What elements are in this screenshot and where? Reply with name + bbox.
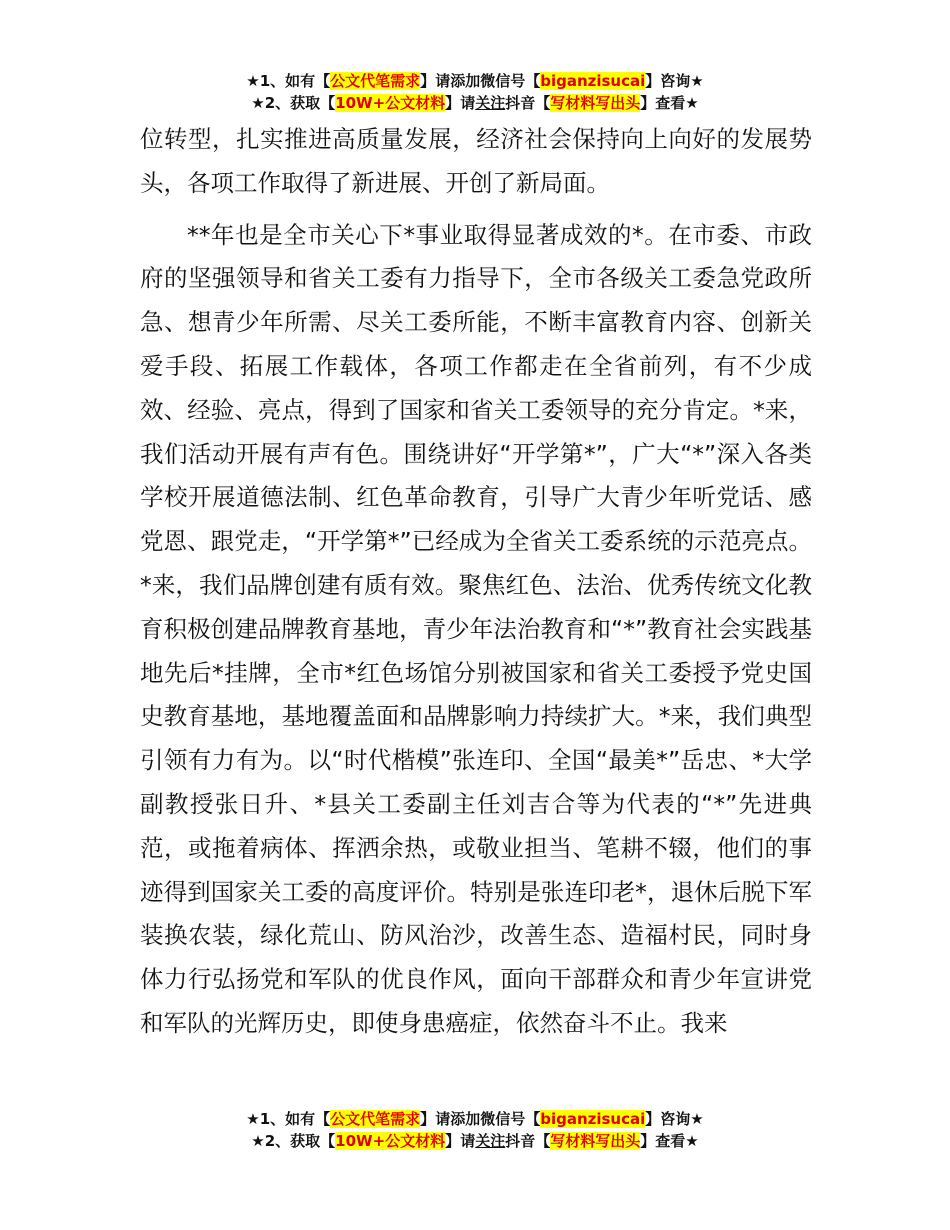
paragraph-2: **年也是全市关心下*事业取得显著成效的*。在市委、市政府的坚强领导和省关工委有力指导下，全市各级关工委急党政所急、想青少年所需、尽关工委所能，不断丰富教育内容、创新关爱手段、拓展工作载体，各项工作都走在全省前列，有不少成效、经验、亮点，得到了国家和省关工委领导的充分肯定。*来，我们活动开展有声有色。围绕讲好“开学第*”，广大“*”深入各类学校开展道德法制、红色革命教育，引导广大青少年听党话、感党恩、跟党走，“开学第*”已经成为全省关工委系统的示范亮点。*来，我们品牌创建有质有效。聚焦红色、法治、优秀传统文化教育积极创建品牌教育基地，青少年法治教育和“*”教育社会实践基地先后*挂牌，全市*红色场馆分别被国家和省关工委授予党史国史教育基地，基地覆盖面和品牌影响力持续扩大。*来，我们典型引领有力有为。以“时代楷模”张连印、全国“最美*”岳忠、*大学副教授张日升、*县关工委副主任刘吉合等为代表的“*”先进典范，或拖着病体、挥洒余热，或敬业担当、笔耕不辍，他们的事迹得到国家关工委的高度评价。特别是张连印老*，退休后脱下军装换农装，绿化荒山、防风治沙，改善生态、造福村民，同时身体力行弘扬党和军队的优良作风，面向干部群众和青少年宣讲党和军队的光辉历史，即使身患癌症，依然奋斗不止。我来 <box>140 220 812 1037</box>
bracket-close: 】 <box>420 72 436 90</box>
highlight-wechat-id: biganzisucai <box>540 72 646 90</box>
banner-suffix-text: 咨询★ <box>660 1110 704 1128</box>
follow-underlined-text: 关注 <box>475 1132 506 1150</box>
highlight-ghostwriting-text: 公文代笔需求 <box>330 72 421 90</box>
bracket-close: 】 <box>645 72 661 90</box>
paragraph-1: 位转型，扎实推进高质量发展，经济社会保持向上向好的发展势头，各项工作取得了新进展、开创了新局面。 <box>140 125 812 197</box>
footer-banner <box>0 1108 950 1152</box>
banner-prefix-text: ★1、如有 <box>246 72 316 90</box>
banner-prefix-text: ★1、如有 <box>246 1110 316 1128</box>
highlight-ghostwriting-text: 公文代笔需求 <box>330 1110 421 1128</box>
bracket-open: 【 <box>315 72 331 90</box>
banner-suffix-text: 查看★ <box>655 94 699 112</box>
bracket-close: 】 <box>445 1132 461 1150</box>
bracket-close: 】 <box>640 1132 656 1150</box>
banner-suffix-text: 咨询★ <box>660 72 704 90</box>
banner-prefix-text: ★2、获取 <box>251 1132 321 1150</box>
follow-underlined-text: 关注 <box>475 94 506 112</box>
document-body <box>140 118 812 1046</box>
highlight-douyin-account: 写材料写出头 <box>550 1132 641 1150</box>
banner-prefix-text: ★2、获取 <box>251 94 321 112</box>
banner-suffix-text: 查看★ <box>655 1132 699 1150</box>
highlight-material-text: 10W+公文材料 <box>335 94 446 112</box>
banner-middle-text: 请 <box>460 94 476 112</box>
bracket-close: 】 <box>640 94 656 112</box>
header-banner <box>0 70 950 114</box>
highlight-wechat-id: biganzisucai <box>540 1110 646 1128</box>
banner-middle-text: 抖音 <box>505 94 536 112</box>
banner-line-2 <box>0 92 950 114</box>
bracket-open: 【 <box>535 1132 551 1150</box>
bracket-close: 】 <box>445 94 461 112</box>
bracket-close: 】 <box>645 1110 661 1128</box>
bracket-open: 【 <box>320 94 336 112</box>
highlight-douyin-account: 写材料写出头 <box>550 94 641 112</box>
bracket-open: 【 <box>525 72 541 90</box>
banner-middle-text: 请 <box>460 1132 476 1150</box>
bracket-open: 【 <box>315 1110 331 1128</box>
banner-line-2 <box>0 1130 950 1152</box>
banner-line-1 <box>0 1108 950 1130</box>
banner-middle-text: 请添加微信号 <box>435 72 526 90</box>
banner-line-1 <box>0 70 950 92</box>
banner-middle-text: 抖音 <box>505 1132 536 1150</box>
bracket-open: 【 <box>320 1132 336 1150</box>
bracket-open: 【 <box>535 94 551 112</box>
bracket-close: 】 <box>420 1110 436 1128</box>
highlight-material-text: 10W+公文材料 <box>335 1132 446 1150</box>
bracket-open: 【 <box>525 1110 541 1128</box>
banner-middle-text: 请添加微信号 <box>435 1110 526 1128</box>
